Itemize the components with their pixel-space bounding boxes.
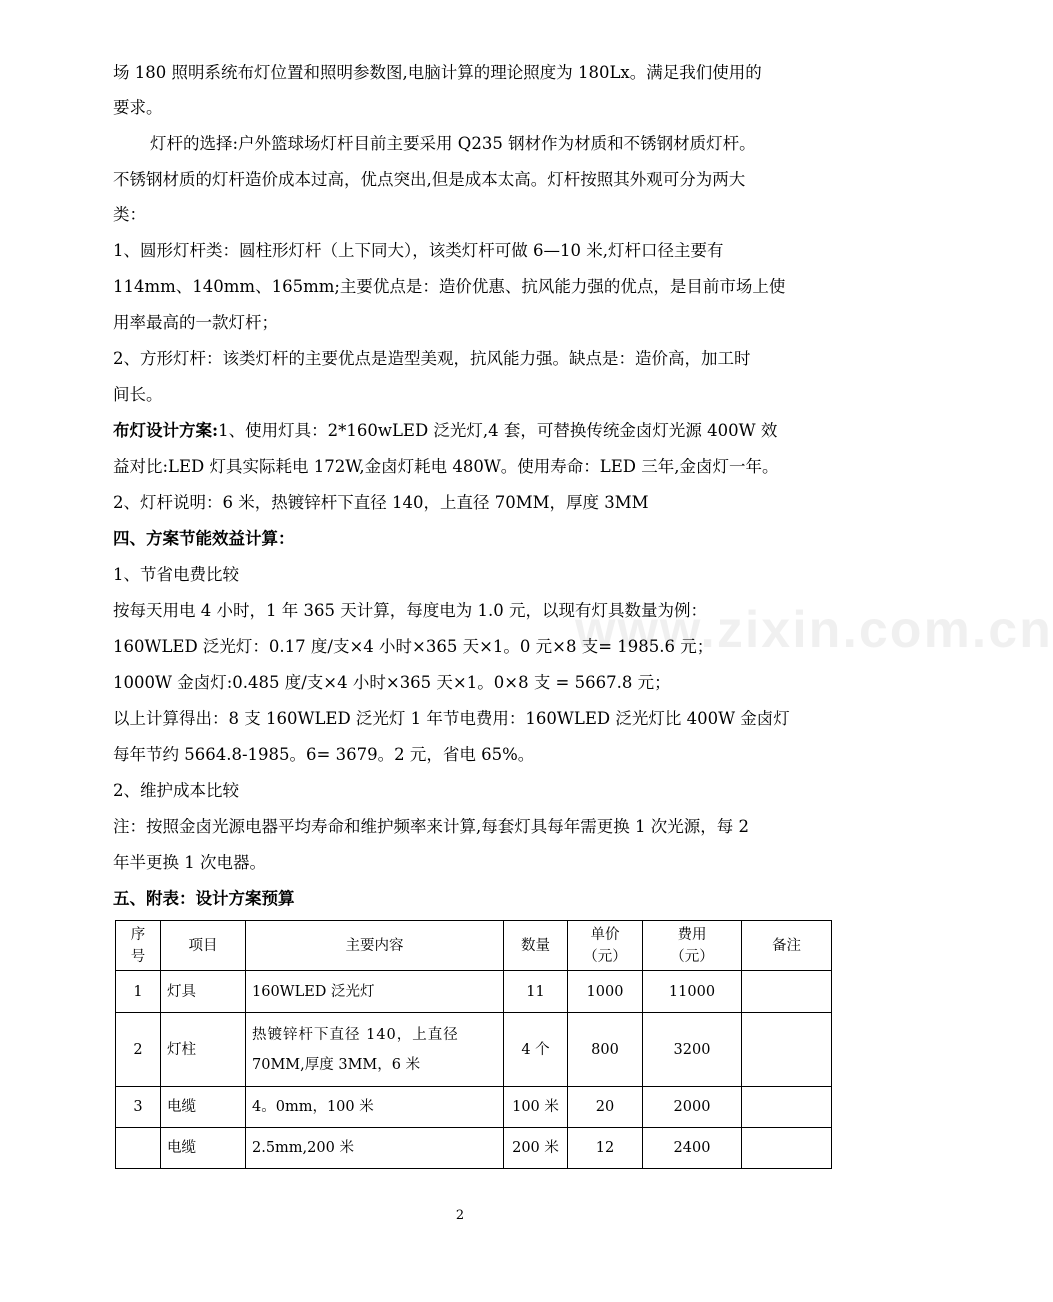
cell-content: 热镀锌杆下直径 140，上直径 70MM,厚度 3MM，6 米	[246, 1013, 504, 1087]
paragraph-line: 1000W 金卤灯:0.485 度/支×4 小时×365 天×1。0×8 支 = 5667.8 元；	[113, 673, 671, 692]
cell-seq: 3	[116, 1087, 161, 1128]
paragraph-line: 不锈钢材质的灯杆造价成本过高，优点突出,但是成本太高。灯杆按照其外观可分为两大	[113, 170, 746, 189]
paragraph-line: 类：	[113, 205, 146, 224]
paragraph-line: 1、圆形灯杆类：圆柱形灯杆（上下同大），该类灯杆可做 6—10 米,灯杆口径主要有	[113, 241, 724, 260]
watermark: www.zixin.com.cn	[575, 601, 1053, 659]
cell-note	[742, 1128, 832, 1169]
table-header-row	[116, 921, 832, 971]
scheme-text: 1、使用灯具：2*160wLED 泛光灯,4 套，可替换传统金卤灯光源 400W 效	[218, 421, 778, 440]
scheme-line-2: 益对比:LED 灯具实际耗电 172W,金卤灯耗电 480W。使用寿命：LED 三年,金卤灯一年。	[113, 457, 779, 476]
paragraph-line: 用率最高的一款灯杆；	[113, 313, 278, 332]
paragraph-line: 注：按照金卤光源电器平均寿命和维护频率来计算,每套灯具每年需更换 1 次光源，每 2	[113, 817, 749, 836]
cell-price: 20	[568, 1087, 643, 1128]
table-row	[116, 971, 832, 1013]
cell-cost: 2400	[643, 1128, 742, 1169]
scheme-line-3: 2、灯杆说明：6 米，热镀锌杆下直径 140，上直径 70MM，厚度 3MM	[113, 493, 649, 512]
paragraph-line: 114mm、140mm、165mm;主要优点是：造价优惠、抗风能力强的优点，是目前市场上使	[113, 277, 786, 296]
section-heading: 四、方案节能效益计算：	[113, 529, 295, 548]
section-heading: 五、附表：设计方案预算	[113, 889, 295, 908]
table-row	[116, 1128, 832, 1169]
table-row	[116, 1013, 832, 1087]
cell-seq	[116, 1128, 161, 1169]
cell-item: 灯具	[161, 971, 246, 1013]
cell-content: 160WLED 泛光灯	[246, 971, 504, 1013]
cell-seq: 1	[116, 971, 161, 1013]
paragraph-line: 每年节约 5664.8-1985。6= 3679。2 元，省电 65%。	[113, 745, 535, 764]
cell-note	[742, 1087, 832, 1128]
paragraph-line: 按每天用电 4 小时，1 年 365 天计算，每度电为 1.0 元，以现有灯具数量为例：	[113, 601, 707, 620]
paragraph-line: 以上计算得出：8 支 160WLED 泛光灯 1 年节电费用：160WLED 泛光灯比 400W 金卤灯	[113, 709, 790, 728]
cell-cost: 11000	[643, 971, 742, 1013]
paragraph-line: 2、维护成本比较	[113, 781, 239, 800]
cell-seq: 2	[116, 1013, 161, 1087]
header-price: 单价 （元）	[568, 921, 643, 971]
header-cost: 费用 （元）	[643, 921, 742, 971]
paragraph-line: 1、节省电费比较	[113, 565, 239, 584]
paragraph-line: 场 180 照明系统布灯位置和照明参数图,电脑计算的理论照度为 180Lx。满足我们使用的	[113, 63, 762, 82]
cell-cost: 3200	[643, 1013, 742, 1087]
paragraph-line: 160WLED 泛光灯：0.17 度/支×4 小时×365 天×1。0 元×8 支= 1985.6 元；	[113, 637, 714, 656]
paragraph-line: 间长。	[113, 385, 163, 404]
cell-cost: 2000	[643, 1087, 742, 1128]
cell-content: 2.5mm,200 米	[246, 1128, 504, 1169]
header-content: 主要内容	[246, 921, 504, 971]
paragraph-line: 灯杆的选择:户外篮球场灯杆目前主要采用 Q235 钢材作为材质和不锈钢材质灯杆。	[150, 134, 756, 153]
cell-qty: 100 米	[504, 1087, 568, 1128]
scheme-heading: 布灯设计方案:	[113, 421, 219, 440]
scheme-line-1	[113, 421, 833, 441]
paragraph-line: 年半更换 1 次电器。	[113, 853, 266, 872]
cell-price: 800	[568, 1013, 643, 1087]
header-seq: 序 号	[116, 921, 161, 971]
cell-note	[742, 971, 832, 1013]
paragraph-line: 2、方形灯杆：该类灯杆的主要优点是造型美观，抗风能力强。缺点是：造价高，加工时	[113, 349, 751, 368]
header-qty: 数量	[504, 921, 568, 971]
cell-price: 1000	[568, 971, 643, 1013]
header-note: 备注	[742, 921, 832, 971]
cell-note	[742, 1013, 832, 1087]
cell-price: 12	[568, 1128, 643, 1169]
cell-item: 电缆	[161, 1128, 246, 1169]
cell-content: 4。0mm，100 米	[246, 1087, 504, 1128]
budget-table	[115, 920, 832, 1169]
cell-qty: 200 米	[504, 1128, 568, 1169]
cell-item: 电缆	[161, 1087, 246, 1128]
cell-qty: 11	[504, 971, 568, 1013]
header-item: 项目	[161, 921, 246, 971]
table-row	[116, 1087, 832, 1128]
cell-item: 灯柱	[161, 1013, 246, 1087]
paragraph-line: 要求。	[113, 98, 163, 117]
page-number: 2	[455, 1208, 465, 1223]
cell-qty: 4 个	[504, 1013, 568, 1087]
